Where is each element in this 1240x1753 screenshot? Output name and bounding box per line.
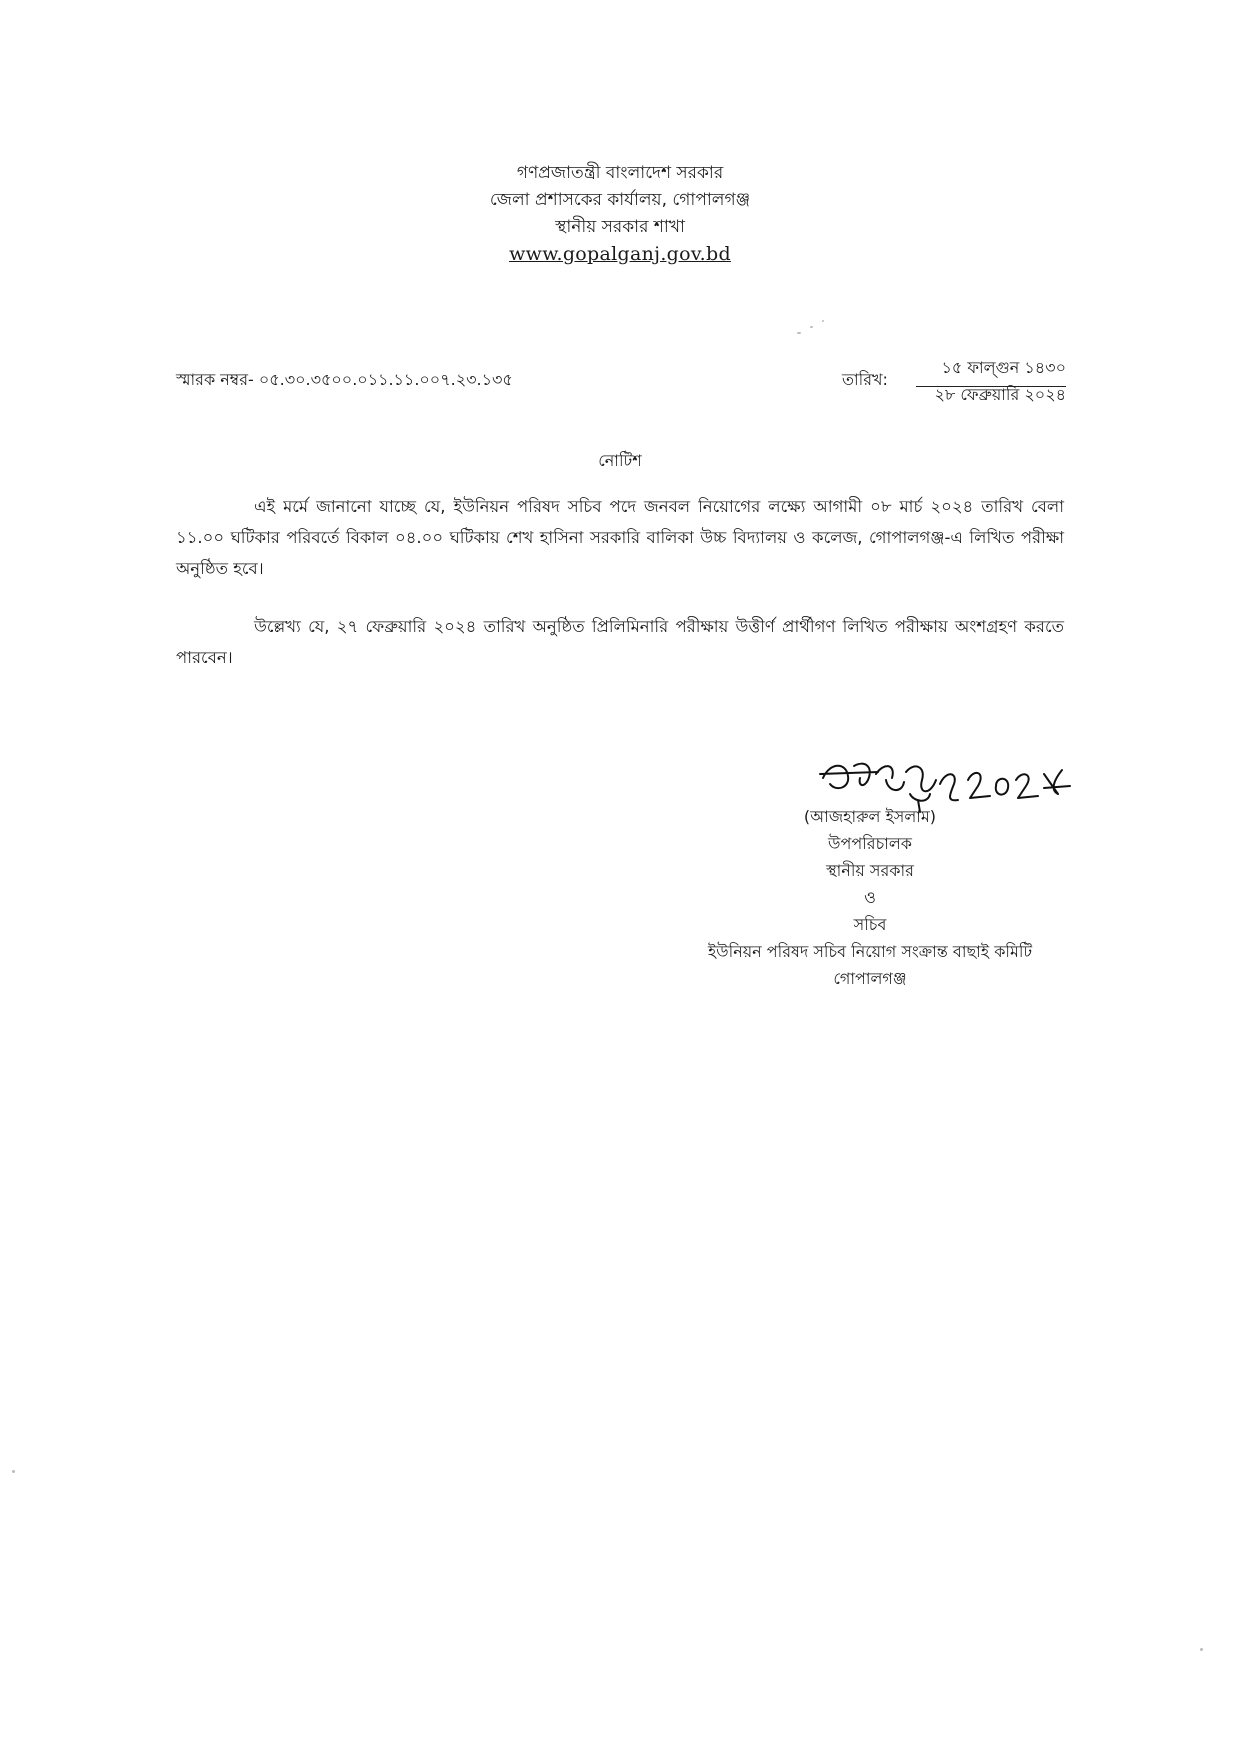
memo-number: স্মারক নম্বর- ০৫.৩০.৩৫০০.০১১.১১.০০৭.২৩.১৩৫	[176, 370, 513, 389]
gregorian-date: ২৮ ফেব্রুয়ারি ২০২৪	[934, 385, 1066, 404]
notice-paragraph-1: এই মর্মে জানানো যাচ্ছে যে, ইউনিয়ন পরিষদ সচিব পদে জনবল নিয়োগের লক্ষ্যে আগামী ০৮ মার্চ ২০২৪ তারিখ বেলা ১১.০০ ঘটিকার পরিবর্তে বিকাল ০৪.০০ ঘটিকায় শেখ হাসিনা সরকারি বালিকা উচ্চ বিদ্যালয় ও কলেজ, গোপালগঞ্জ-এ লিখিত পরীক্ষা অনুষ্ঠিত হবে।	[176, 497, 1064, 578]
signatory-committee: ইউনিয়ন পরিষদ সচিব নিয়োগ সংক্রান্ত বাছাই কমিটি	[707, 942, 1033, 961]
scan-speck	[822, 320, 824, 322]
notice-paragraph-2: উল্লেখ্য যে, ২৭ ফেব্রুয়ারি ২০২৪ তারিখ অনুষ্ঠিত প্রিলিমিনারি পরীক্ষায় উত্তীর্ণ প্রার্থীগণ লিখিত পরীক্ষায় অংশগ্রহণ করতে পারবেন।	[176, 617, 1064, 667]
signatory-district: গোপালগঞ্জ	[833, 969, 907, 988]
government-name: গণপ্রজাতন্ত্রী বাংলাদেশ সরকার	[516, 163, 724, 183]
signatory-name: (আজহারুল ইসলাম)	[803, 807, 937, 826]
date-label: তারিখ:	[842, 370, 888, 389]
signatory-office: স্থানীয় সরকার	[826, 861, 914, 880]
scan-speck	[12, 1470, 15, 1473]
signatory-role: সচিব	[853, 915, 887, 934]
signatory-conjunction: ও	[864, 888, 876, 907]
scan-speck	[810, 326, 813, 328]
scan-speck	[1200, 1648, 1203, 1651]
scan-speck	[797, 332, 801, 334]
letterhead	[0, 160, 1240, 268]
signatory-block	[680, 803, 1060, 992]
bangla-date: ১৫ ফাল্গুন ১৪৩০	[916, 355, 1066, 387]
office-name: জেলা প্রশাসকের কার্যালয়, গোপালগঞ্জ	[489, 190, 751, 210]
branch-name: স্থানীয় সরকার শাখা	[555, 217, 685, 237]
signatory-designation: উপপরিচালক	[828, 834, 912, 853]
notice-title: নোটিশ	[598, 451, 642, 470]
website-link[interactable]: www.gopalganj.gov.bd	[509, 243, 731, 265]
